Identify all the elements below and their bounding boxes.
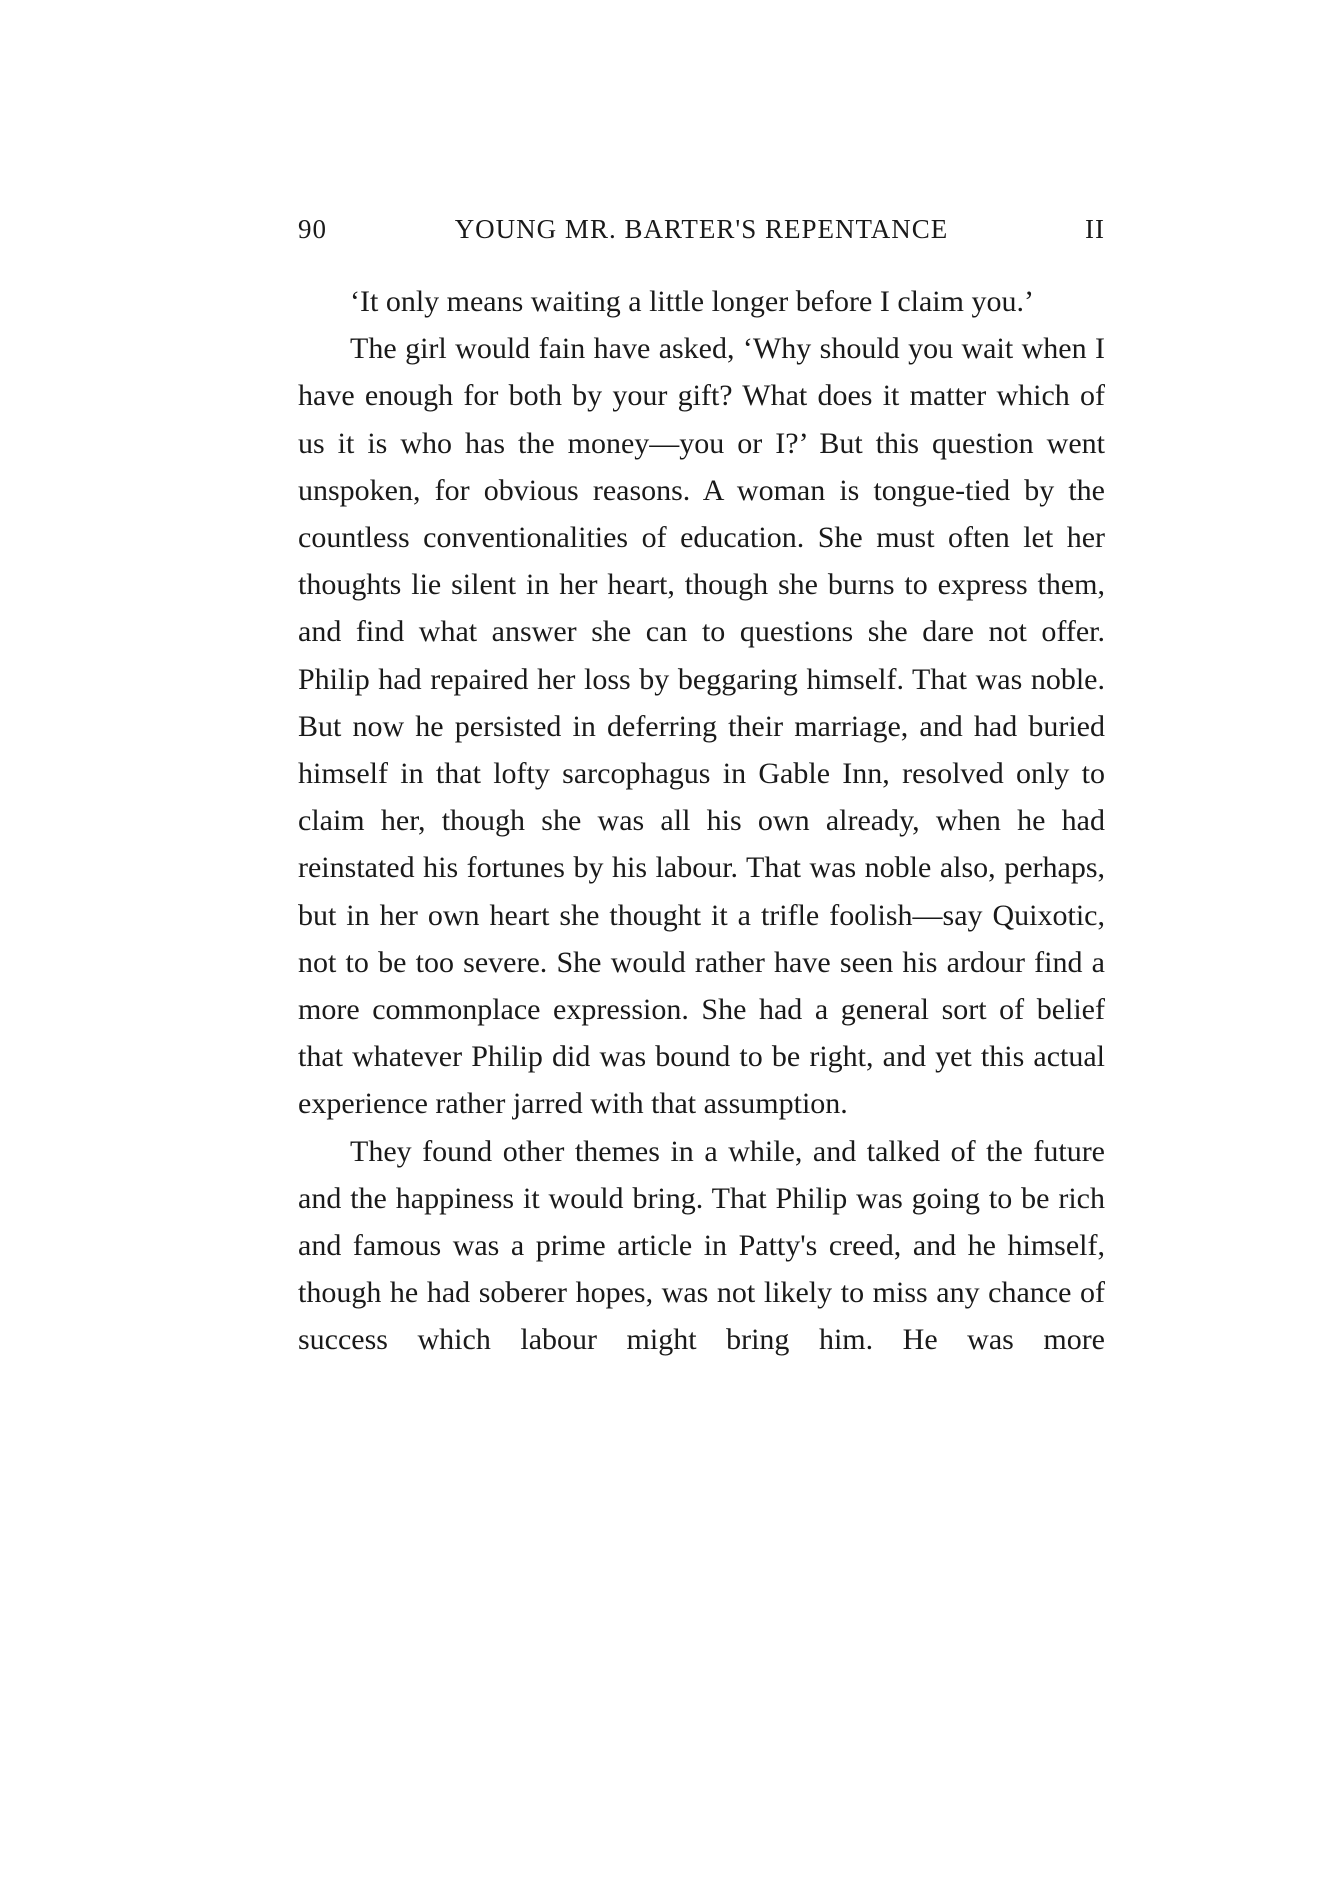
running-header xyxy=(298,214,1105,254)
paragraph-2: The girl would fain have asked, ‘Why should you wait when I have enough for both by your gift? What does it matter which of us it is who has the money—you or I?’ But this question went unspoken, for obvious reasons. A woman is tongue-tied by the countless conventionalities of education. She must often let her thoughts lie silent in her heart, though she burns to express them, and find what answer she can to questions she dare not offer. Philip had repaired her loss by beggaring himself. That was noble. But now he persisted in deferring their marriage, and had buried himself in that lofty sarcophagus in Gable Inn, resolved only to claim her, though she was all his own already, when he had reinstated his fortunes by his labour. That was noble also, perhaps, but in her own heart she thought it a trifle foolish—say Quixotic, not to be too severe. She would rather have seen his ardour find a more commonplace expression. She had a general sort of belief that whatever Philip did was bound to be right, and yet this actual experience rather jarred with that assumption. xyxy=(298,332,1105,1121)
paragraph-1: ‘It only means waiting a little longer before I claim you.’ xyxy=(350,285,1034,318)
body-text xyxy=(298,278,1105,1364)
paragraph-3: They found other themes in a while, and talked of the future and the happiness it would bring. That Philip was going to be rich and famous was a prime article in Patty's creed, and he himself, though he had soberer hopes, was not likely to miss any chance of success which labour might bring him. He was more xyxy=(298,1134,1105,1357)
chapter-number: II xyxy=(1085,214,1105,244)
running-title: YOUNG MR. BARTER'S REPENTANCE xyxy=(454,214,949,244)
page-number: 90 xyxy=(298,214,327,244)
